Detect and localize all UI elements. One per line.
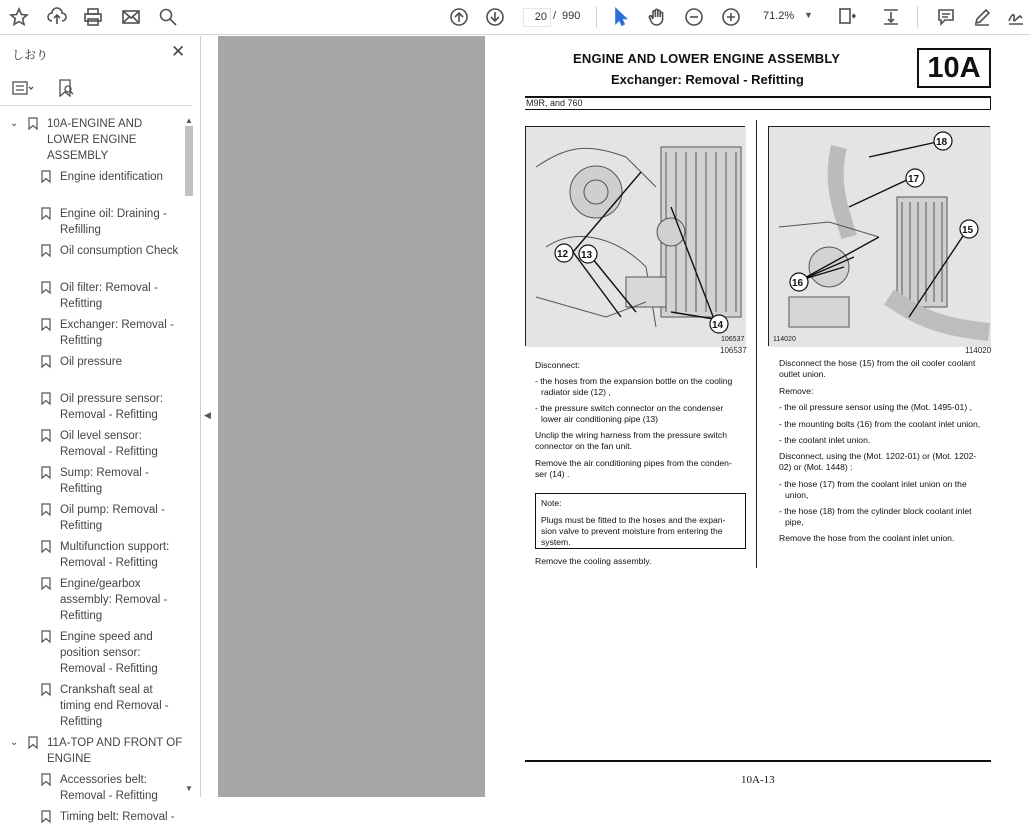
select-cursor-icon[interactable] [607,5,633,29]
page-separator: / [553,10,557,22]
bookmark-item[interactable] [60,682,169,730]
bookmark-icon [28,117,38,130]
bookmark-icon [41,683,51,696]
zoom-out-icon[interactable] [681,5,707,29]
bookmark-item[interactable] [60,354,122,370]
header-subtitle: Exchanger: Removal - Refitting [611,72,804,87]
column-divider [756,120,757,568]
bookmark-item[interactable] [60,502,165,534]
note-title: Note: [541,498,562,508]
list-options-icon[interactable] [12,80,34,96]
bookmark-item[interactable] [60,243,178,259]
bookmark-item[interactable] [60,465,149,497]
bookmark-label-line: Refitting [60,610,103,622]
chapter-badge: 10A [917,48,991,88]
sign-icon[interactable] [1003,5,1029,29]
text-h1-b: union, [785,490,809,500]
scroll-down-icon[interactable]: ▼ [185,784,193,793]
scroll-thumb[interactable] [185,126,193,196]
bookmark-item[interactable] [60,809,175,825]
callout-16: 16 [792,278,804,289]
text-remove-cooling: Remove the cooling assembly. [535,556,652,566]
text-item2-a: - the pressure switch connector on the condenser [535,403,724,413]
pen-icon[interactable] [969,5,995,29]
bookmark-label-line: Timing belt: Removal - [60,811,175,823]
bookmark-icon [41,503,51,516]
text-unclip-b: connector on the fan unit. [535,441,632,451]
engine-illustration-left [526,127,746,347]
bookmark-label-line: assembly: Removal - [60,594,168,606]
bookmark-icon [41,466,51,479]
scroll-mode-icon[interactable] [878,5,904,29]
figure-number: 114020 [965,346,992,355]
text-item2-b: lower air conditioning pipe (13) [541,414,659,424]
print-icon[interactable] [80,5,106,29]
bookmark-icon [41,773,51,786]
page-fit-icon[interactable] [834,5,860,29]
bookmark-label-line: Oil pressure sensor: [60,393,163,405]
bookmark-item[interactable] [60,428,158,460]
text-disconnect-hose-b: outlet union. [779,369,826,379]
bookmark-label-line: Removal - Refitting [60,663,158,675]
text-item1-b: radiator side (12) , [541,387,611,397]
text-disconnect-using-b: 02) or (Mot. 1448) : [779,462,853,472]
text-remove-hose: Remove the hose from the coolant inlet union. [779,533,955,543]
bookmark-list [0,112,183,823]
figure-number-small: 114020 [773,336,796,343]
comment-icon[interactable] [933,5,959,29]
figure-number-small: 106537 [721,336,745,343]
callout-13: 13 [581,250,593,261]
bookmark-section[interactable] [10,735,183,767]
bookmark-label-line: timing end Removal - [60,700,169,712]
bookmark-label-line: Removal - Refitting [60,557,158,569]
bookmark-label-line: Refitting [60,716,103,728]
bookmark-icon [28,736,38,749]
upload-icon[interactable] [44,5,70,29]
engine-illustration-right [769,127,991,347]
bookmark-label-line: Refitting [60,335,103,347]
toolbar-divider [917,6,918,28]
callout-14: 14 [712,320,724,331]
bookmark-label-line: Refitting [60,483,103,495]
bookmark-label-line: Engine/gearbox [60,578,141,590]
bookmark-item[interactable] [60,576,167,624]
bookmark-label-line: Refilling [60,224,101,236]
text-remove-ac-b: ser (14) . [535,469,570,479]
hand-tool-icon[interactable] [644,5,670,29]
bookmark-label-line: Exchanger: Removal - [60,319,174,331]
text-h2-b: pipe, [785,517,804,527]
bookmark-icon [41,355,51,368]
bookmark-section[interactable] [10,116,143,164]
chevron-down-icon[interactable]: ▼ [804,10,813,20]
bookmark-label-line: Multifunction support: [60,541,170,553]
collapse-panel-icon[interactable]: ◀ [204,410,211,420]
bookmark-icon [41,810,51,823]
bookmark-item[interactable] [60,206,167,238]
previous-page-icon[interactable] [446,5,472,29]
bookmark-item[interactable] [60,280,158,312]
bookmark-label-line: Engine oil: Draining - [60,208,167,220]
bookmark-label-line: LOWER ENGINE [47,134,137,146]
bookmark-label-line: Refitting [60,298,103,310]
bookmark-label-line: ASSEMBLY [47,150,109,162]
bookmark-label-line: Removal - Refitting [60,409,158,421]
text-h1-a: - the hose (17) from the coolant inlet union on the [779,479,967,489]
bookmark-label-line: Oil level sensor: [60,430,142,442]
note-box [535,493,746,549]
toolbar [0,0,1030,35]
zoom-level-select[interactable]: 71.2% [763,10,795,22]
text-item1-a: - the hoses from the expansion bottle on the cooling [535,376,733,386]
search-icon[interactable] [155,5,181,29]
email-icon[interactable] [118,5,144,29]
callout-17: 17 [908,174,920,185]
bookmark-icon [41,170,51,183]
callout-18: 18 [936,137,948,148]
sidebar-scrollbar[interactable] [184,116,194,797]
chevron-down-icon[interactable]: ⌄ [10,737,19,748]
scroll-up-icon[interactable]: ▲ [185,116,193,125]
bookmark-label-line: Engine identification [60,171,163,183]
bookmark-label-line: Removal - Refitting [60,446,158,458]
text-r2: - the mounting bolts (16) from the coolant inlet union, [779,419,981,429]
bookmark-star-icon[interactable] [6,5,32,29]
bookmark-item[interactable] [60,169,163,185]
bookmark-item[interactable] [60,629,158,677]
bookmark-search-icon[interactable] [56,78,76,98]
bookmarks-panel [0,36,201,823]
bookmark-item[interactable] [60,772,158,804]
bookmark-label-line: Oil pressure [60,356,122,368]
figure-right [768,126,990,346]
page-number-input[interactable]: 20 [523,8,551,27]
bookmark-item[interactable] [60,391,163,423]
close-icon[interactable]: ✕ [171,42,186,61]
document-background [218,36,485,797]
bookmark-label-line: Oil filter: Removal - [60,282,158,294]
pdf-page [485,36,1030,797]
bookmark-label-line: Crankshaft seal at [60,684,153,696]
text-remove-ac-a: Remove the air conditioning pipes from the conden- [535,458,732,468]
figure-left [525,126,745,346]
next-page-icon[interactable] [482,5,508,29]
bookmark-icon [41,281,51,294]
bookmark-icon [41,244,51,257]
bookmark-icon [41,540,51,553]
footer-rule [525,760,991,762]
text-disconnect: Disconnect: [535,360,580,370]
note-line-2: sion valve to prevent moisture from entering the [541,526,723,536]
bookmark-label-line: Oil consumption Check [60,245,179,257]
bookmark-label-line: Oil pump: Removal - [60,504,165,516]
panel-tools [0,70,192,106]
page-footer-number: 10A-13 [741,774,775,786]
bookmark-label-line: Refitting [60,520,103,532]
text-disconnect-hose-a: Disconnect the hose (15) from the oil cooler coolant [779,358,976,368]
bookmark-label-line: position sensor: [60,647,141,659]
text-unclip-a: Unclip the wiring harness from the pressure switch [535,430,728,440]
bookmark-label-line: Sump: Removal - [60,467,149,479]
bookmark-icon [41,318,51,331]
figure-number: 106537 [720,346,747,355]
bookmark-item[interactable] [60,539,169,571]
text-remove: Remove: [779,386,814,396]
bookmark-icon [41,392,51,405]
text-r3: - the coolant inlet union. [779,435,871,445]
note-line-1: Plugs must be fitted to the hoses and the expan- [541,515,726,525]
zoom-in-icon[interactable] [718,5,744,29]
model-line: M9R, and 760 [525,98,991,110]
bookmark-label-line: 11A-TOP AND FRONT OF [47,737,183,749]
note-line-3: system. [541,537,571,547]
bookmark-icon [41,577,51,590]
text-disconnect-using-a: Disconnect, using the (Mot. 1202-01) or (Mot. 1202- [779,451,977,461]
header-title: ENGINE AND LOWER ENGINE ASSEMBLY [573,51,841,66]
toolbar-divider [596,6,597,28]
chevron-down-icon[interactable]: ⌄ [10,118,19,129]
bookmark-label-line: 10A-ENGINE AND [47,118,143,130]
callout-12: 12 [557,249,569,260]
callout-15: 15 [962,225,974,236]
bookmark-label-line: Accessories belt: [60,774,147,786]
text-h2-a: - the hose (18) from the cylinder block coolant inlet [779,506,972,516]
bookmark-label-line: Removal - Refitting [60,790,158,802]
panel-title: しおり [12,48,49,62]
bookmark-label-line: ENGINE [47,753,92,765]
bookmark-label-line: Engine speed and [60,631,153,643]
bookmark-icon [41,630,51,643]
text-r1: - the oil pressure sensor using the (Mot. 1495-01) , [779,402,972,412]
bookmark-icon [41,429,51,442]
bookmark-icon [41,207,51,220]
page-total: 990 [562,10,581,22]
bookmark-item[interactable] [60,317,174,349]
